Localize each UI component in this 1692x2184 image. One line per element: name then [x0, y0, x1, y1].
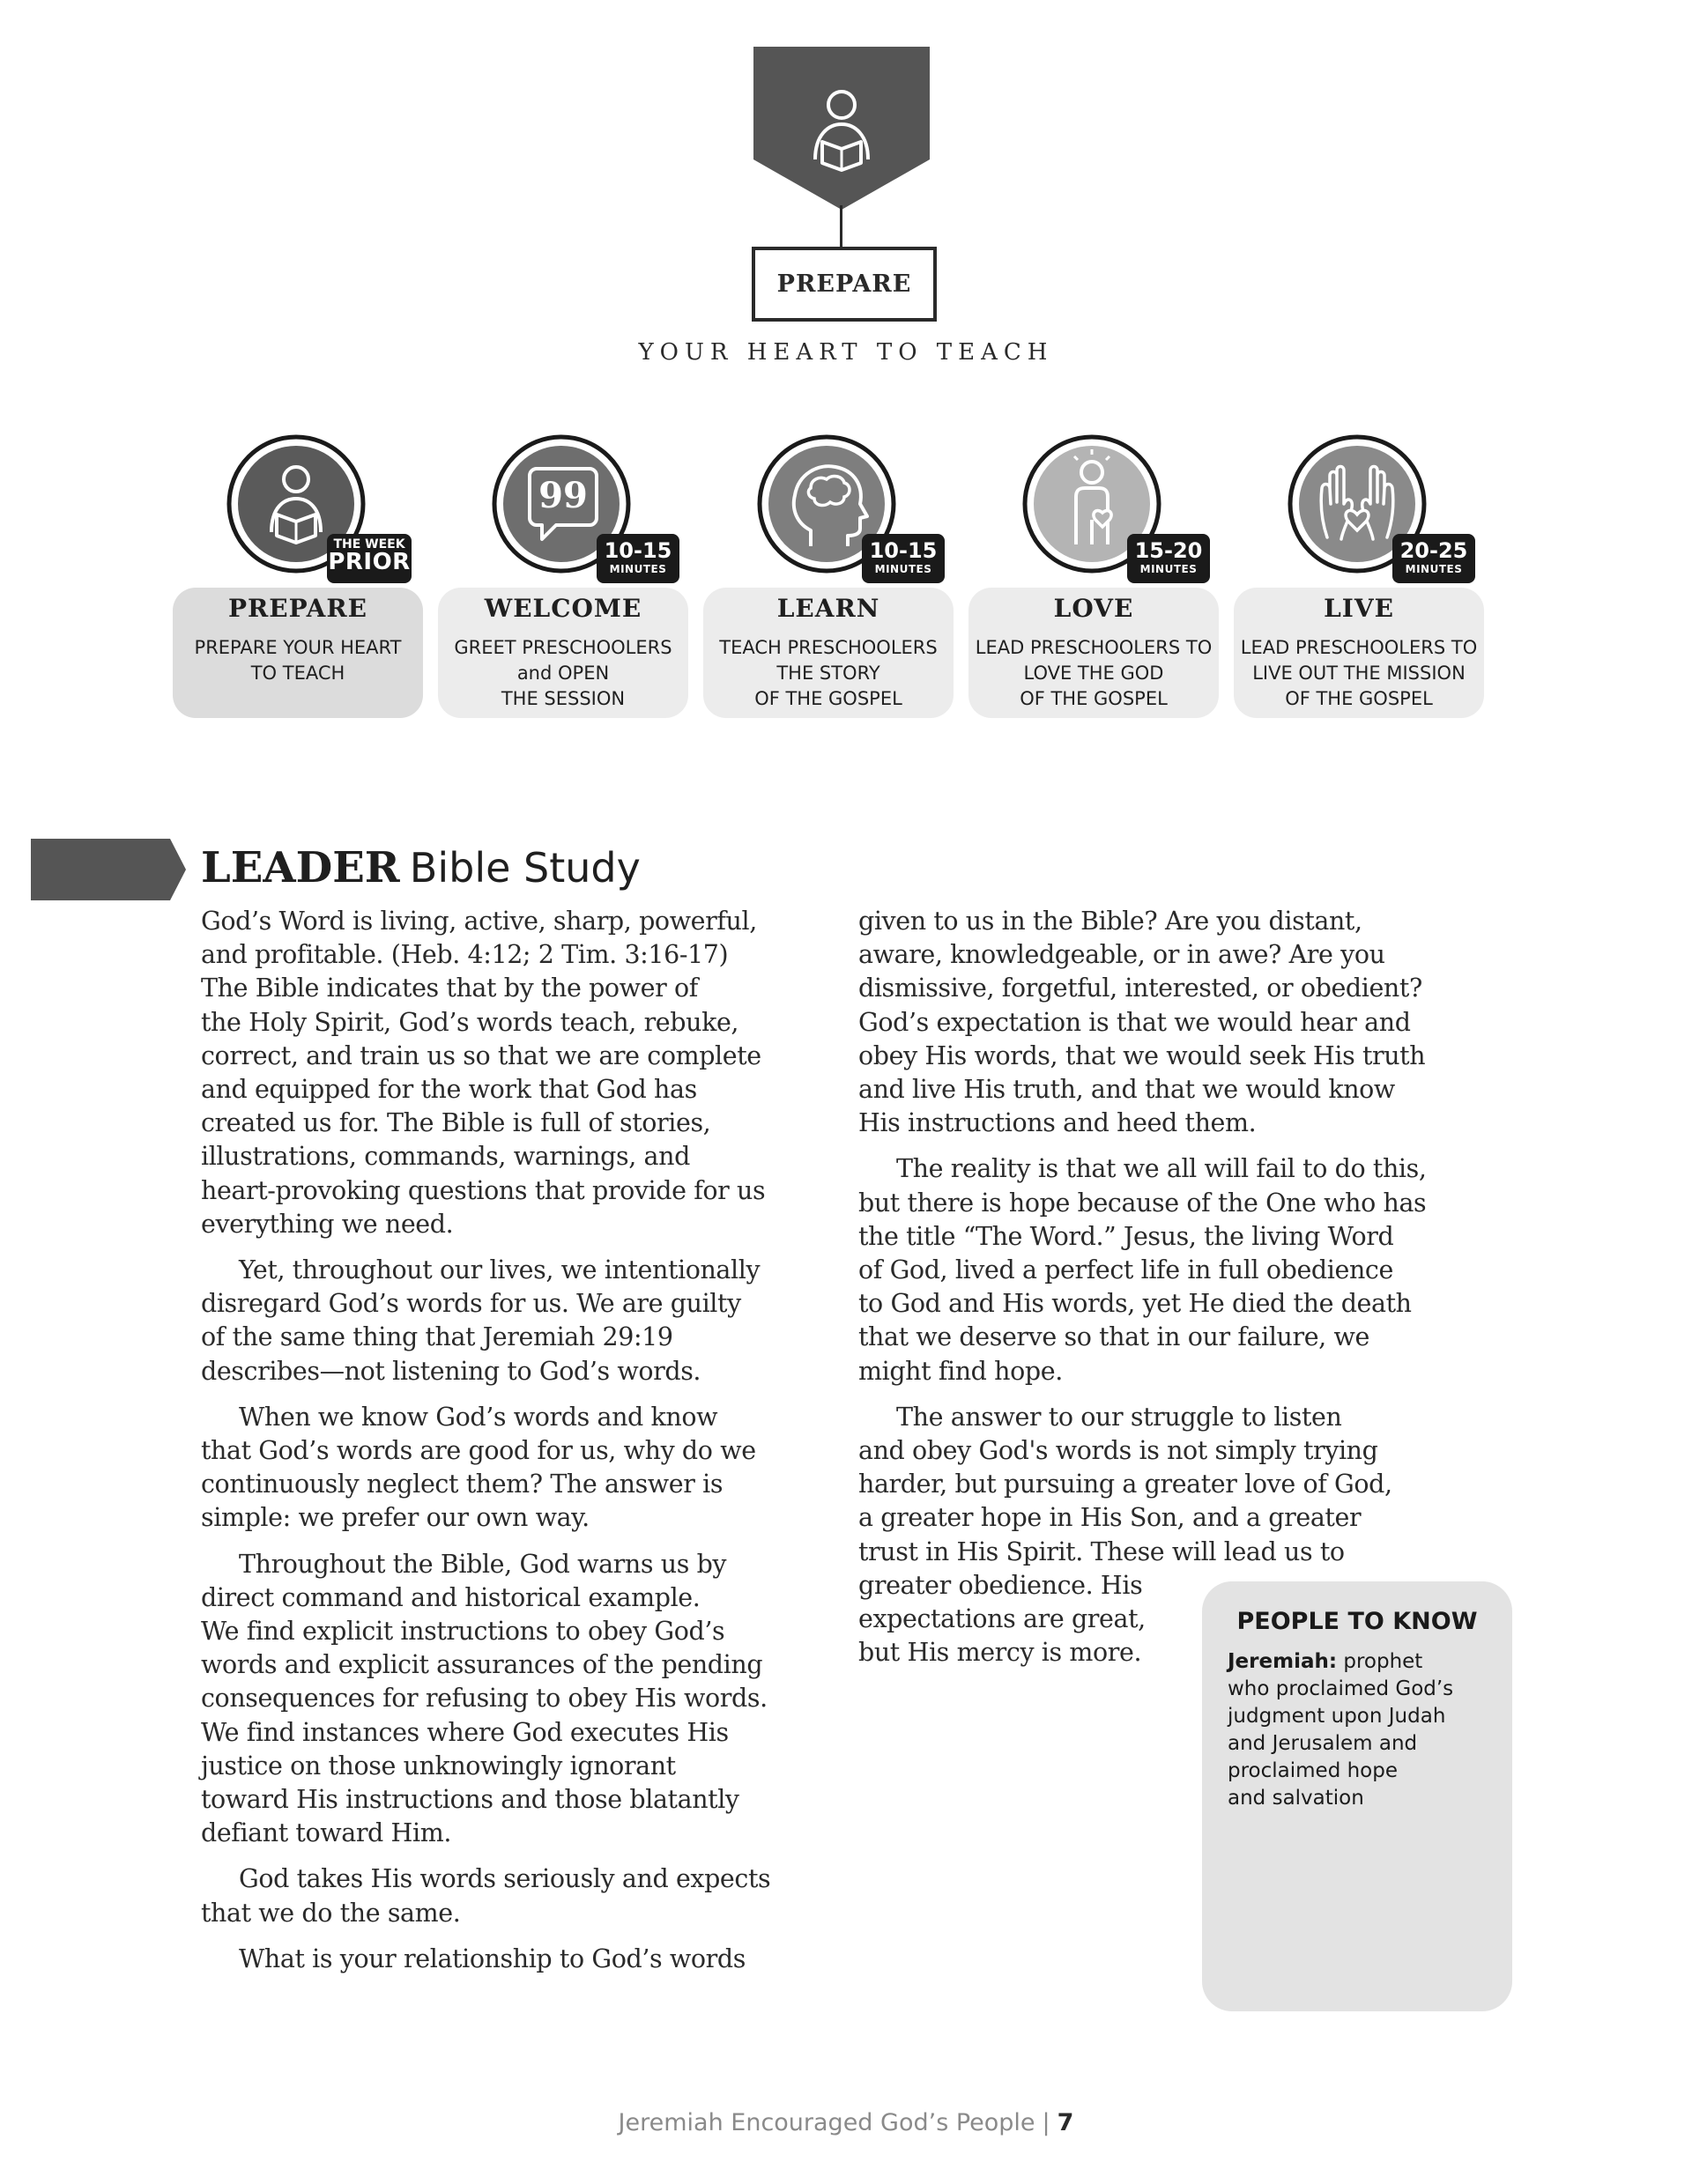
- step-description: LEAD PRESCHOOLERS TO LOVE THE GOD OF THE GOSPEL: [975, 637, 1213, 709]
- paragraph: God’s Word is living, active, sharp, powerful, and profitable. (Heb. 4:12; 2 Tim. 3:16-17) The Bible indicates that by the power of the Holy Spirit, God’s words teach, rebuke, correct, and train us so that we are complete and equipped for the work that God has created us for. The Bible is full of stories, illustrations, commands, warnings, and heart-provoking questions that provide for us everything we need.: [201, 907, 766, 1239]
- step-description: PREPARE YOUR HEART TO TEACH: [194, 637, 402, 684]
- page-footer: [494, 2109, 1198, 2136]
- prepare-label-box: [752, 247, 937, 322]
- paragraph: Yet, throughout our lives, we intentionally disregard God’s words for us. We are guilty of the same thing that Jeremiah 29:19 describes—not listening to God’s words.: [201, 1255, 761, 1386]
- time-badge: THE WEEK PRIOR: [327, 534, 412, 583]
- svg-text:99: 99: [538, 475, 588, 516]
- study-left-column: [201, 905, 853, 1988]
- step-description: TEACH PRESCHOOLERS THE STORY OF THE GOSPEL: [719, 637, 938, 709]
- heading-strong: LEADER: [201, 843, 400, 892]
- step-title: LIVE: [1324, 594, 1394, 623]
- paragraph: The reality is that we all will fail to do this, but there is hope because of the One who has the title “The Word.” Jesus, the living Word of God, lived a perfect life in full obedience to God and His words, yet He died the death that we deserve so that in our failure, we might find hope.: [858, 1154, 1427, 1386]
- paragraph: The answer to our struggle to listen and obey God's words is not simply trying harder, but pursuing a greater love of God, a greater hope in His Son, and a greater trust in His Spirit. These will lead us to greater obedience. His expectations are great, but His mercy is more.: [858, 1402, 1392, 1668]
- people-to-know-title: PEOPLE TO KNOW: [1236, 1608, 1478, 1635]
- header-subtitle: YOUR HEART TO TEACH: [638, 339, 1054, 366]
- person-reading-icon: [753, 47, 930, 210]
- page-number: 7: [1057, 2109, 1074, 2136]
- people-to-know-body: Jeremiah: prophet who proclaimed God’s judgment upon Judah and Jerusalem and proclaimed hope and salvation: [1228, 1650, 1454, 1810]
- header-banner: [753, 47, 930, 210]
- paragraph: Throughout the Bible, God warns us by direct command and historical example. We find explicit instructions to obey God’s words and explicit assurances of the pending consequences for refusing to obey His words. We find instances where God executes His justice on those unknowingly ignorant toward His instructions and those blatantly defiant toward Him.: [201, 1549, 768, 1848]
- paragraph: What is your relationship to God’s words: [239, 1943, 746, 1973]
- paragraph: God takes His words seriously and expects that we do the same.: [201, 1864, 771, 1928]
- step-learn: [703, 433, 959, 720]
- step-description: GREET PRESCHOOLERS and OPEN THE SESSION: [454, 637, 672, 709]
- step-welcome: [438, 433, 694, 720]
- step-live: [1234, 433, 1489, 720]
- step-title: LEARN: [776, 594, 880, 623]
- footer-separator: |: [1042, 2109, 1050, 2136]
- glossary-term: Jeremiah:: [1228, 1650, 1338, 1673]
- paragraph: given to us in the Bible? Are you distant, aware, knowledgeable, or in awe? Are you dismissive, forgetful, interested, or obedient? God’s expectation is that we would hear and obey His words, that we would seek His truth and live His truth, and that we would know His instructions and heed them.: [858, 907, 1426, 1138]
- step-title: WELCOME: [484, 594, 642, 623]
- banner-connector-line: [840, 205, 842, 248]
- footer-book-title: Jeremiah Encouraged God’s People: [618, 2109, 1035, 2136]
- section-tab-marker: [31, 839, 186, 900]
- heading-light: Bible Study: [409, 844, 641, 892]
- time-badge: 10-15 MINUTES: [862, 534, 945, 583]
- step-love: [968, 433, 1224, 720]
- step-description: LEAD PRESCHOOLERS TO LIVE OUT THE MISSION OF THE GOSPEL: [1240, 637, 1478, 709]
- people-to-know-box: [1202, 1581, 1512, 2011]
- section-heading: [201, 843, 641, 905]
- step-title: PREPARE: [227, 594, 368, 623]
- prepare-label: PREPARE: [776, 270, 912, 298]
- time-badge: 15-20 MINUTES: [1127, 534, 1210, 583]
- step-prepare: [173, 433, 428, 720]
- time-badge: 10-15 MINUTES: [597, 534, 679, 583]
- study-right-column: [858, 905, 1510, 1682]
- time-badge: 20-25 MINUTES: [1392, 534, 1475, 583]
- step-title: LOVE: [1053, 594, 1134, 623]
- paragraph: When we know God’s words and know that God’s words are good for us, why do we continuously neglect them? The answer is simple: we prefer our own way.: [201, 1402, 756, 1533]
